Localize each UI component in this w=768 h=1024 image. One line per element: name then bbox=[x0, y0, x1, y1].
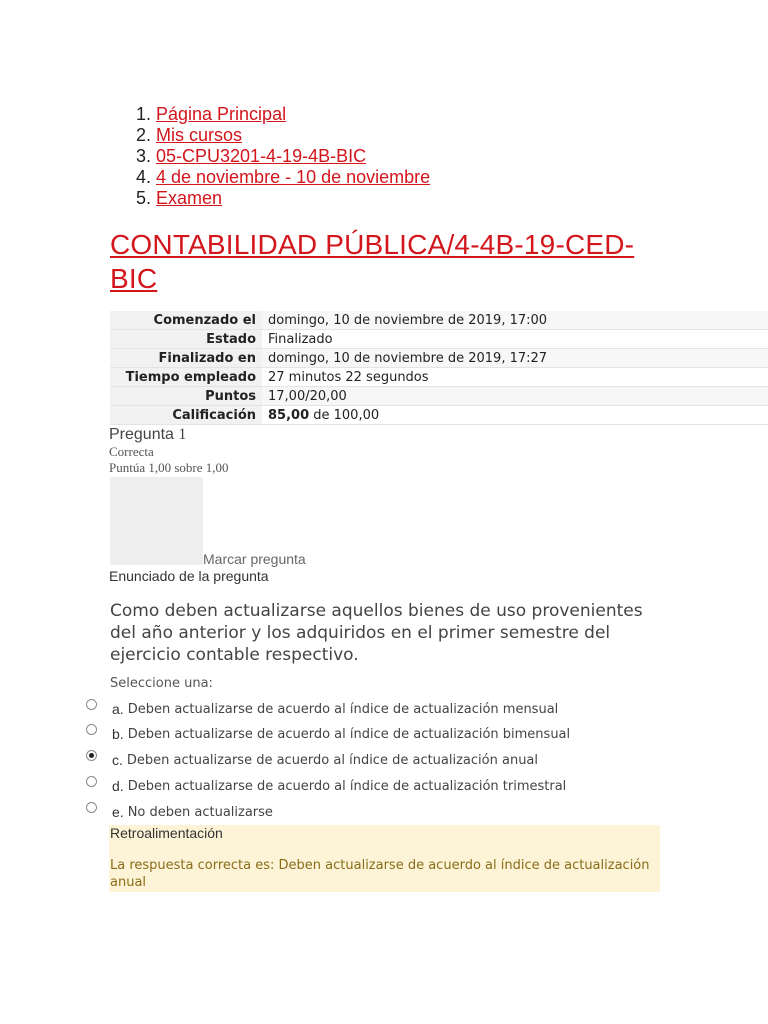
breadcrumb-link-my-courses[interactable]: Mis cursos bbox=[156, 125, 243, 145]
attempt-summary-table bbox=[110, 311, 768, 425]
summary-label: Tiempo empleado bbox=[110, 368, 262, 387]
question-heading bbox=[109, 426, 229, 444]
summary-label: Estado bbox=[110, 330, 262, 349]
answer-option-c[interactable] bbox=[86, 750, 538, 770]
option-letter: a. bbox=[112, 701, 124, 717]
breadcrumb-item bbox=[156, 146, 430, 167]
breadcrumb-item bbox=[156, 125, 430, 146]
flag-icon[interactable] bbox=[110, 477, 203, 565]
option-text: No deben actualizarse bbox=[127, 804, 273, 820]
question-state: Correcta bbox=[109, 444, 154, 459]
question-heading-label: Pregunta bbox=[109, 426, 179, 443]
grade-max: de 100,00 bbox=[309, 407, 380, 423]
summary-row bbox=[110, 349, 768, 368]
summary-value: domingo, 10 de noviembre de 2019, 17:27 bbox=[262, 349, 768, 368]
grade-value: 85,00 bbox=[268, 407, 310, 423]
breadcrumb-item bbox=[156, 167, 430, 188]
summary-value: 27 minutos 22 segundos bbox=[262, 368, 768, 387]
feedback-title: Retroalimentación bbox=[110, 825, 223, 841]
breadcrumb-link-week[interactable]: 4 de noviembre - 10 de noviembre bbox=[156, 167, 431, 187]
radio-button-selected[interactable] bbox=[86, 750, 97, 761]
option-letter: d. bbox=[112, 778, 124, 794]
summary-label: Puntos bbox=[110, 387, 262, 406]
course-title[interactable]: CONTABILIDAD PÚBLICA/4-4B-19-CED-BIC bbox=[110, 229, 635, 294]
summary-row bbox=[110, 387, 768, 406]
radio-button[interactable] bbox=[86, 724, 97, 735]
option-letter: e. bbox=[112, 804, 124, 820]
breadcrumb-item bbox=[156, 104, 430, 125]
option-text: Deben actualizarse de acuerdo al índice de actualización bimensual bbox=[127, 726, 571, 742]
summary-value: 17,00/20,00 bbox=[262, 387, 768, 406]
summary-value bbox=[262, 406, 768, 425]
summary-label: Finalizado en bbox=[110, 349, 262, 368]
option-letter: b. bbox=[112, 726, 124, 742]
question-text: Como deben actualizarse aquellos bienes de uso provenientes del año anterior y los adquiridos en el primer semestre del ejercicio contable respectivo. bbox=[110, 601, 643, 665]
question-info bbox=[109, 426, 229, 476]
question-prompt-label: Enunciado de la pregunta bbox=[109, 568, 269, 584]
flag-question-link[interactable]: Marcar pregunta bbox=[203, 551, 306, 567]
summary-row bbox=[110, 330, 768, 349]
summary-row bbox=[110, 368, 768, 387]
summary-value: domingo, 10 de noviembre de 2019, 17:00 bbox=[262, 311, 768, 330]
breadcrumb-item bbox=[156, 188, 430, 209]
answer-option-a[interactable] bbox=[86, 699, 558, 719]
question-grade: Puntúa 1,00 sobre 1,00 bbox=[109, 460, 229, 475]
breadcrumb bbox=[132, 104, 430, 209]
option-text: Deben actualizarse de acuerdo al índice de actualización trimestral bbox=[127, 778, 567, 794]
summary-row bbox=[110, 311, 768, 330]
select-one-label: Seleccione una: bbox=[110, 676, 213, 691]
answer-option-b[interactable] bbox=[86, 724, 570, 744]
summary-value: Finalizado bbox=[262, 330, 768, 349]
summary-label: Calificación bbox=[110, 406, 262, 425]
answer-option-e[interactable] bbox=[86, 802, 273, 822]
radio-button[interactable] bbox=[86, 699, 97, 710]
summary-label: Comenzado el bbox=[110, 311, 262, 330]
option-letter: c. bbox=[112, 752, 123, 768]
answer-option-d[interactable] bbox=[86, 776, 566, 796]
breadcrumb-link-exam[interactable]: Examen bbox=[156, 188, 223, 208]
breadcrumb-link-course[interactable]: 05-CPU3201-4-19-4B-BIC bbox=[156, 146, 367, 166]
option-text: Deben actualizarse de acuerdo al índice de actualización anual bbox=[126, 752, 539, 768]
radio-button[interactable] bbox=[86, 776, 97, 787]
summary-row bbox=[110, 406, 768, 425]
feedback-box bbox=[109, 825, 660, 892]
feedback-text: La respuesta correcta es: Deben actualizarse de acuerdo al índice de actualización anual bbox=[110, 858, 650, 890]
radio-button[interactable] bbox=[86, 802, 97, 813]
option-text: Deben actualizarse de acuerdo al índice de actualización mensual bbox=[127, 701, 559, 717]
question-number: 1 bbox=[178, 426, 187, 443]
breadcrumb-link-home[interactable]: Página Principal bbox=[156, 104, 287, 124]
